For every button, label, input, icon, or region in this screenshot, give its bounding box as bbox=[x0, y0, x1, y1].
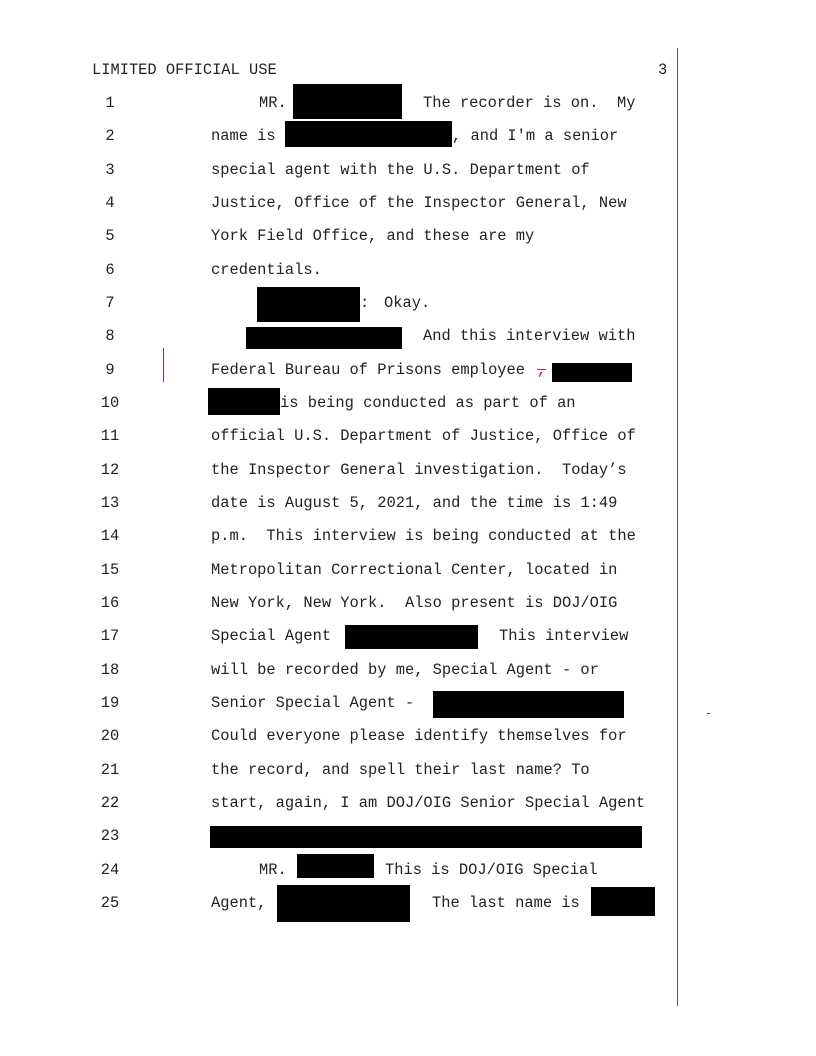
line-number: 20 bbox=[100, 727, 120, 745]
transcript-text: Senior Special Agent - bbox=[211, 694, 415, 712]
line-number: 17 bbox=[100, 627, 120, 645]
line-number: 7 bbox=[105, 294, 115, 312]
transcript-text: This interview bbox=[499, 627, 629, 645]
redaction-block bbox=[345, 625, 478, 649]
line-number: 15 bbox=[100, 561, 120, 579]
line-number: 11 bbox=[100, 427, 120, 445]
transcript-text: The recorder is on. My bbox=[423, 94, 636, 112]
line-number: 25 bbox=[100, 894, 120, 912]
transcript-text: Could everyone please identify themselves for bbox=[211, 727, 627, 745]
transcript-text: New York, New York. Also present is DOJ/OIG bbox=[211, 594, 618, 612]
transcript-text: This is DOJ/OIG Special bbox=[385, 861, 598, 879]
redaction-block bbox=[246, 327, 402, 349]
transcript-text: Agent, bbox=[211, 894, 267, 912]
transcript-text: Okay. bbox=[384, 294, 431, 312]
transcript-text: date is August 5, 2021, and the time is 1:49 bbox=[211, 494, 618, 512]
redaction-block bbox=[297, 854, 374, 878]
transcript-text: Metropolitan Correctional Center, located in bbox=[211, 561, 618, 579]
transcript-text: MR. bbox=[259, 861, 287, 879]
tracked-deletion: , bbox=[537, 361, 547, 379]
transcript-text: Justice, Office of the Inspector General, New bbox=[211, 194, 627, 212]
transcript-text: York Field Office, and these are my bbox=[211, 227, 535, 245]
line-number: 3 bbox=[105, 161, 115, 179]
line-number: 22 bbox=[100, 794, 120, 812]
line-number: 19 bbox=[100, 694, 120, 712]
line-number: 18 bbox=[100, 661, 120, 679]
redaction-block bbox=[293, 84, 402, 119]
transcript-text: the Inspector General investigation. Today’s bbox=[211, 461, 627, 479]
transcript-text: start, again, I am DOJ/OIG Senior Special Agent bbox=[211, 794, 646, 812]
transcript-text: The last name is bbox=[432, 894, 580, 912]
transcript-text: p.m. This interview is being conducted at the bbox=[211, 527, 636, 545]
line-number: 13 bbox=[100, 494, 120, 512]
page-header-classification: LIMITED OFFICIAL USE bbox=[92, 61, 277, 79]
transcript-text: Special Agent bbox=[211, 627, 332, 645]
transcript-text: the record, and spell their last name? To bbox=[211, 761, 590, 779]
margin-change-bar bbox=[163, 348, 164, 382]
transcript-text: is being conducted as part of an bbox=[280, 394, 576, 412]
transcript-text: , and I'm a senior bbox=[452, 127, 619, 145]
line-number: 6 bbox=[105, 261, 115, 279]
line-number: 1 bbox=[105, 94, 115, 112]
transcript-text: name is bbox=[211, 127, 276, 145]
line-number: 4 bbox=[105, 194, 115, 212]
redaction-block bbox=[552, 363, 632, 382]
line-number: 12 bbox=[100, 461, 120, 479]
line-number: 14 bbox=[100, 527, 120, 545]
redaction-block bbox=[285, 121, 452, 147]
line-number: 5 bbox=[105, 227, 115, 245]
transcript-text: Federal Bureau of Prisons employee bbox=[211, 361, 526, 379]
transcript-text: And this interview with bbox=[423, 327, 636, 345]
line-number: 24 bbox=[100, 861, 120, 879]
redaction-block bbox=[208, 388, 280, 415]
line-number: 10 bbox=[100, 394, 120, 412]
line-number: 8 bbox=[105, 327, 115, 345]
stray-mark bbox=[707, 713, 710, 714]
redaction-block bbox=[277, 885, 410, 922]
transcript-text: MR. bbox=[259, 94, 287, 112]
transcript-text: will be recorded by me, Special Agent - or bbox=[211, 661, 599, 679]
line-number: 9 bbox=[105, 361, 115, 379]
redaction-block bbox=[210, 826, 642, 848]
redaction-block bbox=[257, 287, 360, 322]
transcript-text: : bbox=[360, 294, 370, 312]
right-margin-rule bbox=[677, 48, 678, 1006]
transcript-text: official U.S. Department of Justice, Office of bbox=[211, 427, 636, 445]
redaction-block bbox=[591, 887, 655, 916]
line-number: 21 bbox=[100, 761, 120, 779]
transcript-text: special agent with the U.S. Department of bbox=[211, 161, 590, 179]
line-number: 2 bbox=[105, 127, 115, 145]
redaction-block bbox=[433, 691, 624, 718]
transcript-text: credentials. bbox=[211, 261, 322, 279]
page-number: 3 bbox=[658, 61, 668, 79]
line-number: 16 bbox=[100, 594, 120, 612]
line-number: 23 bbox=[100, 827, 120, 845]
